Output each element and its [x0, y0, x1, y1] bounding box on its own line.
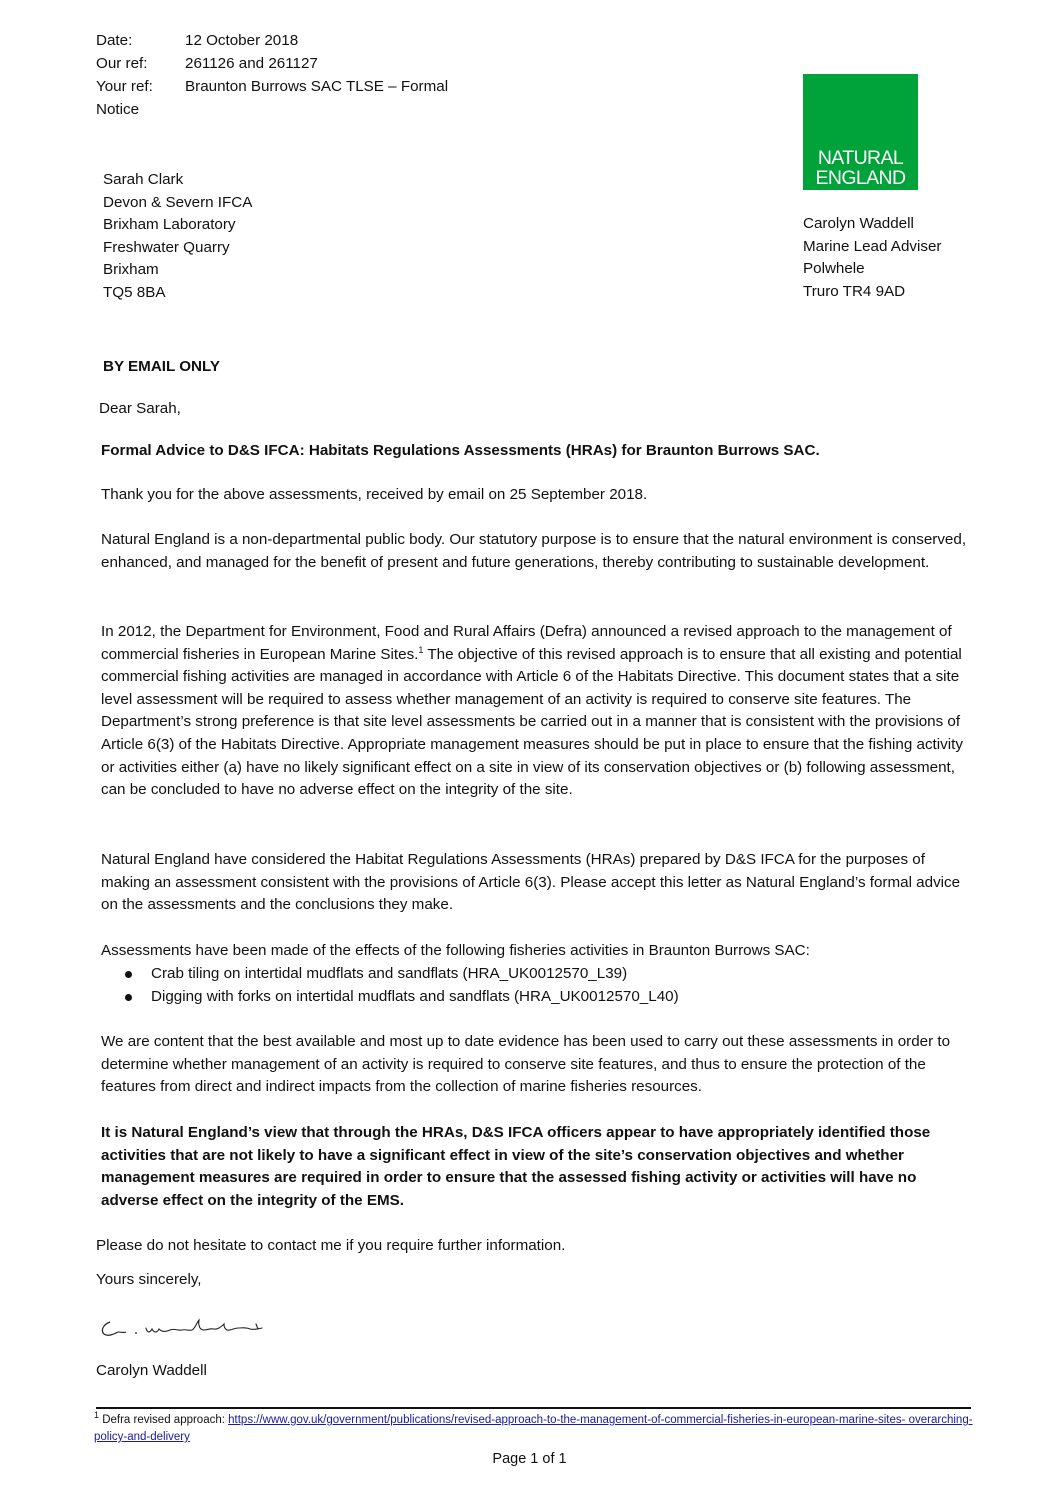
your-ref-continuation: Notice [96, 101, 140, 118]
defra-text-b: The objective of this revised approach is to ensure that all existing and potential commercial fishing activities are managed in accordance with Article 6 of the Habitats Directive. This document states that a site level assessment will be required to assess whether management of an activity is required to conserve site features. The Department’s strong preference is that site level assessments be carried out in a manner that is consistent with the provisions of Article 6(3) of the Habitats Directive. Appropriate management measures should be put in place to ensure that the fishing activity or activities either (a) have no likely significant effect on a site in view of its conservation objectives or (b) following assessment, can be concluded to have no adverse effect on the integrity of the site. [101, 645, 963, 799]
paragraph-considered: Natural England have considered the Habitat Regulations Assessments (HRAs) prepared by D&S IFCA for the purposes of making an assessment consistent with the provisions of Article 6(3). Please accept this letter as Natural England’s formal advice on the assessments and the conclusions they make. [101, 851, 961, 914]
paragraph-purpose: Natural England is a non-departmental public body. Our statutory purpose is to ensure that the natural environment is conserved, enhanced, and managed for the benefit of present and future generations, thereby contributing to sustainable development. [101, 531, 967, 571]
sender-line: Truro TR4 9AD [803, 282, 906, 300]
list-item: Digging with forks on intertidal mudflats and sandflats (HRA_UK0012570_L40) [123, 986, 679, 1009]
date-value: 12 October 2018 [185, 32, 299, 49]
footnote-label: Defra revised approach: [99, 1414, 229, 1426]
recipient-line: Sarah Clark [103, 171, 184, 188]
paragraph-view: It is Natural England’s view that through the HRAs, D&S IFCA officers appear to have appropriately identified those activities that are not likely to have a significant effect in view of the site’s conservation objectives and whether management measures are required in order to ensure that the assessed fishing activity or activities will have no adverse effect on the integrity of the EMS. [101, 1124, 931, 1209]
your-ref-value: Braunton Burrows SAC TLSE – Formal [185, 78, 449, 95]
recipient-line: Devon & Severn IFCA [103, 193, 253, 211]
your-ref-line [96, 76, 448, 99]
paragraph-content: We are content that the best available and most up to date evidence has been used to carry out these assessments in order to determine whether management of an activity is required to conserve site features, and thus to ensure the protection of the features from direct and indirect impacts from the collection of marine fisheries resources. [101, 1033, 951, 1096]
footnote [94, 1412, 974, 1446]
page-number: Page 1 of 1 [492, 1451, 567, 1467]
your-ref-label: Your ref: [96, 78, 153, 95]
footnote-link[interactable]: https://www.gov.uk/government/publications/revised-approach-to-the-management-of-commercial-fisheries-in-european-marine-sites- overarching-policy-and-delivery [94, 1414, 973, 1443]
our-ref-line [96, 53, 318, 76]
footnote-marker[interactable]: 1 [418, 644, 424, 655]
defra-text-a: In 2012, the Department for Environment, Food and Rural Affairs (Defra) announced a revised approach to the management of commercial fisheries in European Marine Sites. [101, 623, 952, 663]
sender-line: Polwhele [803, 260, 865, 278]
salutation: Dear Sarah, [99, 400, 181, 417]
activities-list [123, 963, 679, 1008]
our-ref-label: Our ref: [96, 55, 148, 72]
paragraph-thanks: Thank you for the above assessments, received by email on 25 September 2018. [101, 486, 648, 503]
signature-name: Carolyn Waddell [96, 1362, 207, 1379]
sender-address [803, 213, 941, 303]
footnote-divider [96, 1407, 971, 1409]
delivery-note: BY EMAIL ONLY [103, 358, 221, 375]
paragraph-assessments-intro: Assessments have been made of the effects of the following fisheries activities in Braunton Burrows SAC: [101, 942, 810, 959]
date-label: Date: [96, 32, 133, 49]
handwritten-signature [96, 1302, 276, 1342]
subject-heading: Formal Advice to D&S IFCA: Habitats Regulations Assessments (HRAs) for Braunton Burrows SAC. [101, 442, 820, 459]
contact-line: Please do not hesitate to contact me if you require further information. [96, 1237, 566, 1254]
footnote-number: 1 [94, 1410, 100, 1421]
logo-line-1: NATURAL [817, 147, 904, 169]
recipient-line: TQ5 8BA [103, 283, 166, 301]
recipient-line: Brixham Laboratory [103, 216, 236, 234]
logo-line-2: ENGLAND [815, 167, 906, 189]
sender-line: Carolyn Waddell [803, 215, 914, 232]
natural-england-logo [803, 74, 918, 190]
date-line [96, 30, 298, 53]
our-ref-value: 261126 and 261127 [185, 55, 318, 72]
closing: Yours sincerely, [96, 1271, 202, 1288]
sender-line: Marine Lead Adviser [803, 237, 942, 255]
paragraph-defra [101, 621, 971, 802]
recipient-address [103, 169, 252, 305]
list-item: Crab tiling on intertidal mudflats and sandflats (HRA_UK0012570_L39) [123, 963, 679, 986]
recipient-line: Freshwater Quarry [103, 238, 230, 256]
recipient-line: Brixham [103, 261, 159, 279]
